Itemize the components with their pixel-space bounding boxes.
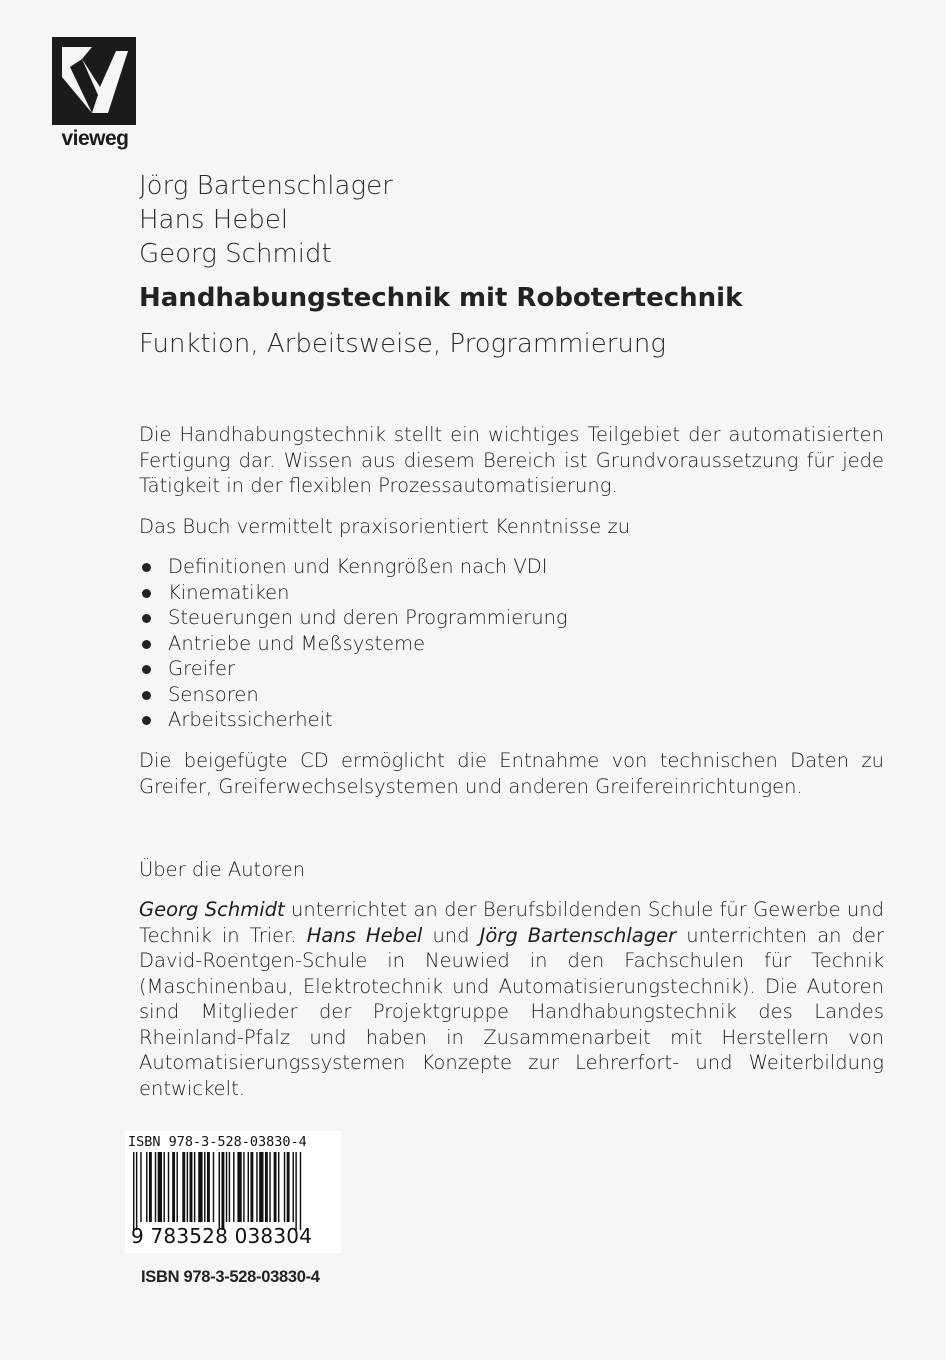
barcode-bar xyxy=(229,1152,230,1222)
list-item: Sensoren xyxy=(139,682,568,708)
publisher-logo xyxy=(52,37,138,153)
author-name-hebel: Hans Hebel xyxy=(306,923,423,947)
barcode-bar xyxy=(168,1152,169,1222)
barcode-bar xyxy=(293,1152,294,1222)
barcode-bar xyxy=(158,1152,162,1222)
barcode-bar xyxy=(219,1152,220,1230)
barcode-bar xyxy=(146,1152,147,1222)
intro-paragraph: Die Handhabungstechnik stellt ein wichtiges Teilgebiet der automatisierten Fertigung dar. Wissen aus diesem Bereich ist Grundvoraussetzung für jede Tätigkeit in der flexiblen Prozessautomatisierung. xyxy=(139,423,884,497)
barcode-bar xyxy=(233,1152,234,1222)
vieweg-logo-mark-icon xyxy=(52,37,138,127)
barcode-bar xyxy=(213,1152,214,1222)
topic-list xyxy=(139,554,568,733)
barcode-isbn-label: ISBN 978-3-528-03830-4 xyxy=(128,1134,307,1150)
about-text: und xyxy=(422,923,480,947)
author-list xyxy=(139,169,393,271)
barcode-bar xyxy=(204,1152,205,1222)
publisher-logo-text: vieweg xyxy=(61,127,129,150)
about-paragraph xyxy=(139,897,884,1101)
barcode-bar xyxy=(256,1152,257,1222)
author-name-schmidt: Georg Schmidt xyxy=(139,898,285,921)
barcode-bar xyxy=(295,1152,296,1230)
list-item: Steuerungen und deren Programmierung xyxy=(139,605,568,631)
list-item: Kinematiken xyxy=(139,580,568,606)
barcode-bar xyxy=(278,1152,279,1222)
author-name: Jörg Bartenschlager xyxy=(139,171,393,201)
barcode-bar xyxy=(187,1152,188,1222)
barcode-bar xyxy=(237,1152,241,1222)
topics-intro: Das Buch vermittelt praxisorientiert Kenntnisse zu xyxy=(139,515,631,538)
barcode-bar xyxy=(136,1152,137,1230)
barcode-bar xyxy=(140,1152,141,1222)
list-item: Definitionen und Kenngrößen nach VDI xyxy=(139,554,568,580)
barcode-bar xyxy=(198,1152,202,1222)
barcode-bar xyxy=(265,1152,268,1222)
isbn-text: ISBN 978-3-528-03830-4 xyxy=(141,1268,320,1286)
about-text: unterrichten an der David-Roentgen-Schule in Neuwied in den Fachschulen für Technik (Maschinenbau, Elektrotechnik und Automatisierungstechnik). Die Autoren sind Mitglieder der Projektgruppe Handhabungstechnik des Landes Rheinland-Pfalz und haben in Zusammenarbeit mit Herstellern von Automatisierungssystemen Konzepte zur Lehrerfort- und Weiterbildung entwickelt. xyxy=(139,923,884,1100)
barcode-bar xyxy=(172,1152,175,1222)
barcode-bar xyxy=(284,1152,285,1222)
barcode-bar xyxy=(259,1152,263,1222)
barcode-bar xyxy=(287,1152,290,1222)
barcode-bar xyxy=(274,1152,277,1222)
author-name: Hans Hebel xyxy=(139,205,289,235)
barcode-bar xyxy=(300,1152,301,1230)
cd-paragraph: Die beigefügte CD ermöglicht die Entnahme von technischen Daten zu Greifer, Greiferwechselsystemen und anderen Greifereinrichtungen. xyxy=(139,749,884,798)
barcode-bar xyxy=(243,1152,244,1222)
barcode-bar xyxy=(177,1152,178,1222)
list-item: Greifer xyxy=(139,656,568,682)
list-item: Arbeitssicherheit xyxy=(139,707,568,733)
book-subtitle: Funktion, Arbeitsweise, Programmierung xyxy=(139,329,666,359)
barcode-bar xyxy=(149,1152,152,1222)
list-item: Antriebe und Meßsysteme xyxy=(139,631,568,657)
barcode-bar xyxy=(269,1152,270,1222)
about-heading: Über die Autoren xyxy=(139,858,306,881)
author-name-bartenschlager: Jörg Bartenschlager xyxy=(479,923,677,947)
barcode-bar xyxy=(194,1152,195,1222)
barcode-bar xyxy=(221,1152,224,1230)
barcode-bar xyxy=(207,1152,210,1222)
barcode-bar xyxy=(226,1152,227,1222)
barcode-bar xyxy=(248,1152,249,1222)
barcode-bar xyxy=(155,1152,156,1222)
barcode-digits: 9 783528 038304 xyxy=(131,1224,313,1248)
about-text: unterrichtet an der Berufsbildenden Schule für Gewerbe und Technik in Trier. xyxy=(139,898,884,947)
barcode-bar xyxy=(163,1152,164,1222)
barcode-bar xyxy=(250,1152,253,1222)
barcode-bar xyxy=(190,1152,193,1222)
barcode-bar xyxy=(133,1152,134,1230)
book-title: Handhabungstechnik mit Robotertechnik xyxy=(139,283,743,313)
author-name: Georg Schmidt xyxy=(139,239,332,269)
barcode-bar xyxy=(182,1152,185,1222)
